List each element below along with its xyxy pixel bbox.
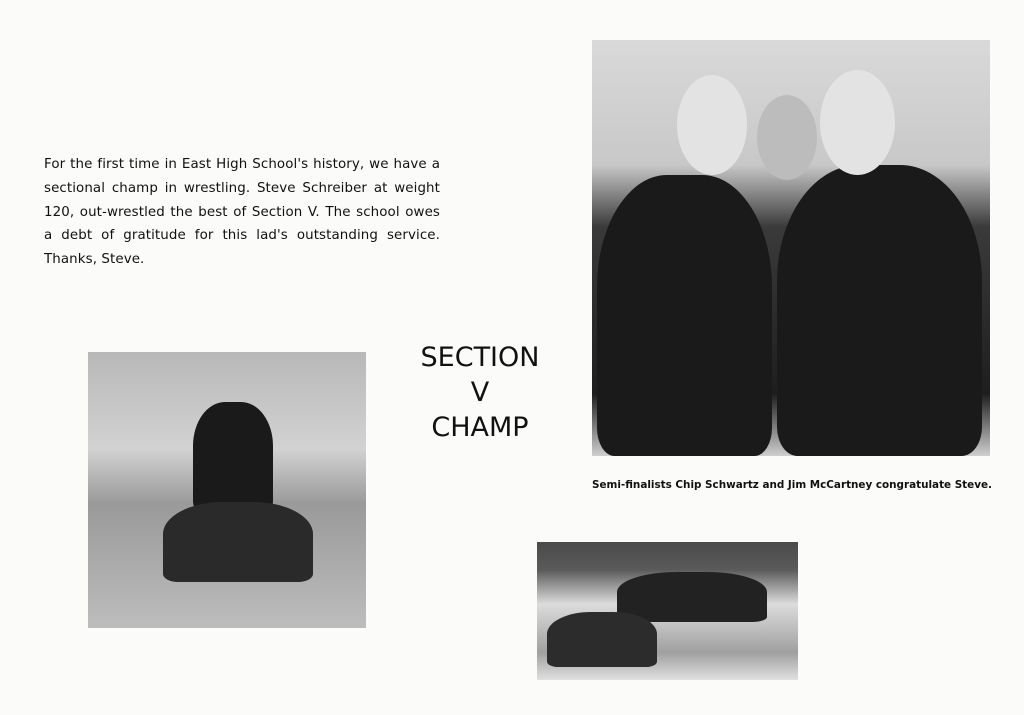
wrestler-shot: [617, 572, 767, 622]
head-right: [820, 70, 895, 175]
wrestler-defending: [547, 612, 657, 667]
photo-caption: Semi-finalists Chip Schwartz and Jim McCartney congratulate Steve.: [592, 479, 992, 491]
head-left: [677, 75, 747, 175]
intro-paragraph: For the first time in East High School's history, we have a sectional champ in wrestling. Steve Schreiber at weight 120, out-wrestled the best of Section V. The school owes a debt of gratitude for this lad's outstanding service. Thanks, Steve.: [44, 157, 440, 267]
wrestler-top: [193, 402, 273, 512]
head-middle: [757, 95, 817, 180]
headline-line-1: SECTION: [420, 342, 540, 373]
photo-three-wrestlers: [592, 40, 990, 456]
photo-takedown: [537, 542, 798, 680]
wrestler-bottom: [163, 502, 313, 582]
photo-wrestling-match: [88, 352, 366, 628]
figure-left: [597, 175, 772, 456]
headline-line-3: CHAMP: [431, 412, 529, 443]
headline-line-2: V: [470, 377, 490, 408]
headline: [405, 340, 555, 445]
figure-right: [777, 165, 982, 456]
